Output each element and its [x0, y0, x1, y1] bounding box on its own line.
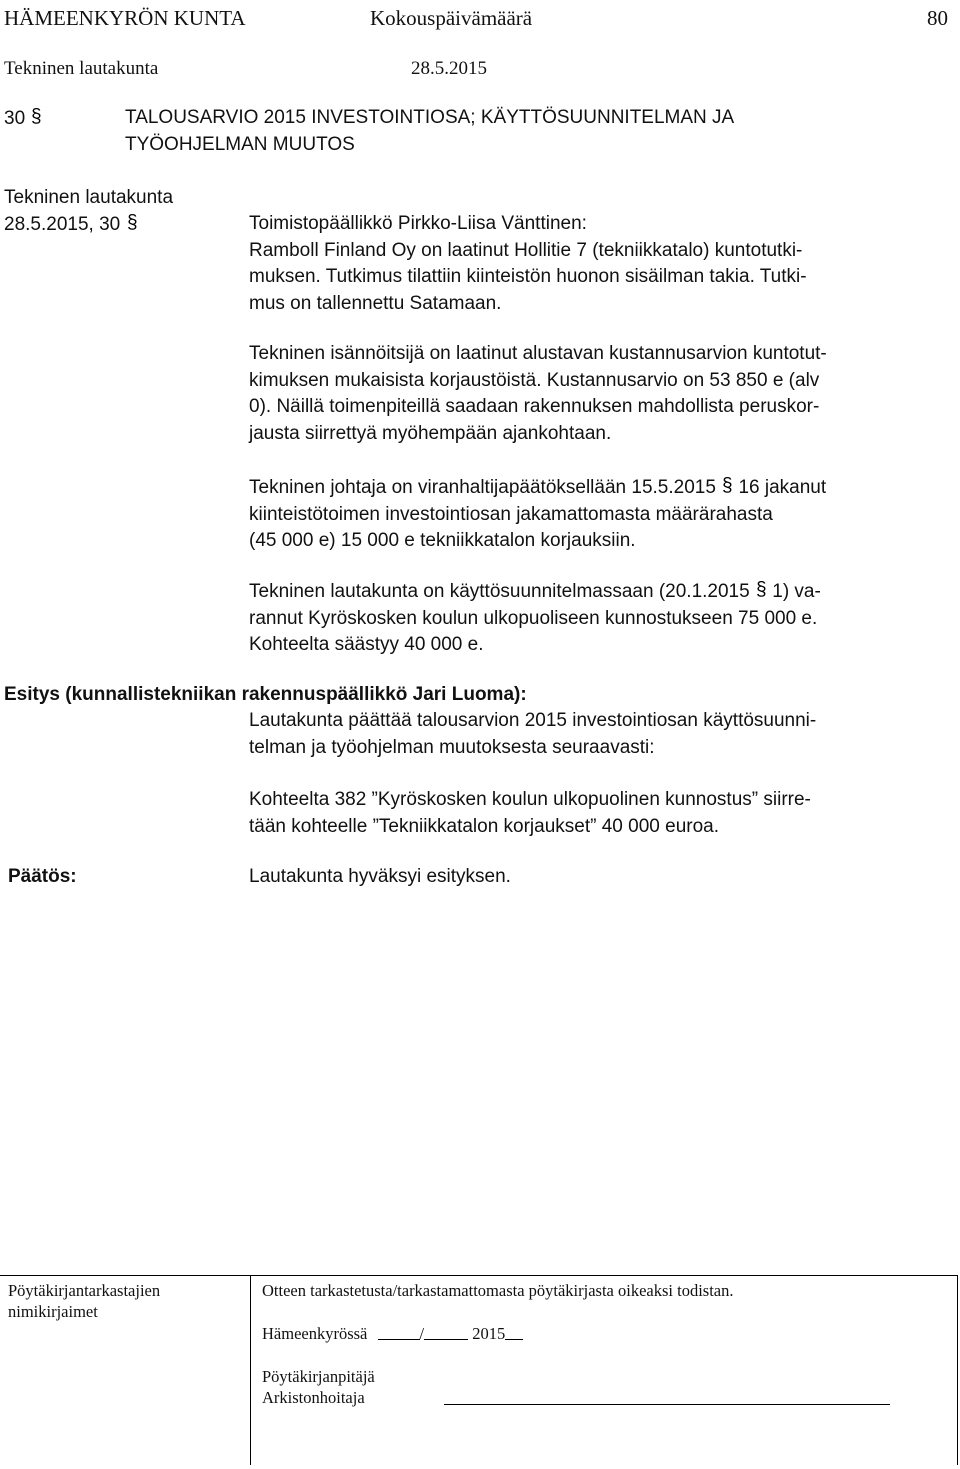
header-board: Tekninen lautakunta: [4, 58, 159, 79]
proposal-item: Kohteelta 382 ”Kyröskosken koulun ulkopuolinen kunnostus” siirre- tään kohteelle ”Tekniikkatalon korjaukset” 40 000 euroa.: [249, 789, 811, 837]
footer-certify-text: Otteen tarkastetusta/tarkastamattomasta pöytäkirjasta oikeaksi todistan.: [262, 1281, 734, 1300]
footer-divider: [250, 1275, 251, 1465]
svg-text:§: §: [126, 212, 138, 233]
svg-text:§: §: [722, 475, 733, 496]
decision-label: Päätös:: [8, 866, 77, 887]
footer-keeper: Pöytäkirjanpitäjä: [262, 1367, 375, 1386]
section-sign-icon: [126, 211, 138, 233]
meeting-date-label: Kokouspäivämäärä: [370, 6, 533, 30]
footer-archivist: Arkistonhoitaja: [262, 1388, 365, 1407]
section-sign-icon: [755, 578, 767, 600]
svg-text:§: §: [31, 106, 42, 127]
signature-line: [444, 1404, 890, 1405]
footer-right-border: [957, 1275, 958, 1465]
page-number: 80: [927, 6, 948, 30]
footer-initials-label: Pöytäkirjantarkastajien nimikirjaimet: [8, 1281, 161, 1321]
reference-board: Tekninen lautakunta: [4, 187, 174, 208]
header-date: 28.5.2015: [411, 58, 487, 79]
section-number: 30 §: [4, 106, 42, 129]
month-blank: [424, 1325, 468, 1340]
day-blank: [378, 1325, 420, 1340]
proposal-heading: Esitys (kunnallistekniikan rakennuspäällikkö Jari Luoma):: [4, 684, 527, 705]
footer-place-line: Hämeenkyrössä / 2015: [262, 1324, 523, 1344]
paragraph-4: Tekninen lautakunta on käyttösuunnitelmassaan (20.1.2015 § 1) va- rannut Kyröskosken koulun ulkopuoliseen kunnostukseen 75 000 e. Kohteelta säästyy 40 000 e.: [249, 579, 821, 655]
section-sign-icon: [30, 105, 42, 127]
svg-text:§: §: [755, 579, 767, 600]
municipality-name: HÄMEENKYRÖN KUNTA: [4, 6, 246, 30]
proposal-text: Lautakunta päättää talousarvion 2015 investointiosan käyttösuunni- telman ja työohjelman muutoksesta seuraavasti:: [249, 710, 817, 758]
section-sign-icon: [721, 474, 733, 496]
section-title: TALOUSARVIO 2015 INVESTOINTIOSA; KÄYTTÖSUUNNITELMAN JA TYÖOHJELMAN MUUTOS: [125, 107, 735, 155]
reference-date-item: 28.5.2015, 30 §: [4, 212, 138, 235]
decision-text: Lautakunta hyväksyi esityksen.: [249, 866, 511, 887]
paragraph-3: Tekninen johtaja on viranhaltijapäätöksellään 15.5.2015 § 16 jakanut kiinteistötoimen investointiosan jakamattomasta määrärahasta (45 000 e) 15 000 e tekniikkatalon korjauksiin.: [249, 475, 827, 551]
paragraph-1: Toimistopäällikkö Pirkko-Liisa Vänttinen: Ramboll Finland Oy on laatinut Hollitie 7 (tekniikkatalo) kuntotutki- muksen. Tutkimus tilattiin kiinteistön huonon sisäilman takia. Tutki- mus on tallennettu Satamaan.: [249, 213, 807, 314]
paragraph-2: Tekninen isännöitsijä on laatinut alustavan kustannusarvion kuntotut- kimuksen mukaisista korjaustöistä. Kustannusarvio on 53 850 e (alv 0). Näillä toimenpiteillä saadaan rakennuksen mahdollista peruskor- jausta siirrettyä myöhempään ajankohtaan.: [249, 343, 827, 444]
year-blank: [505, 1325, 523, 1340]
